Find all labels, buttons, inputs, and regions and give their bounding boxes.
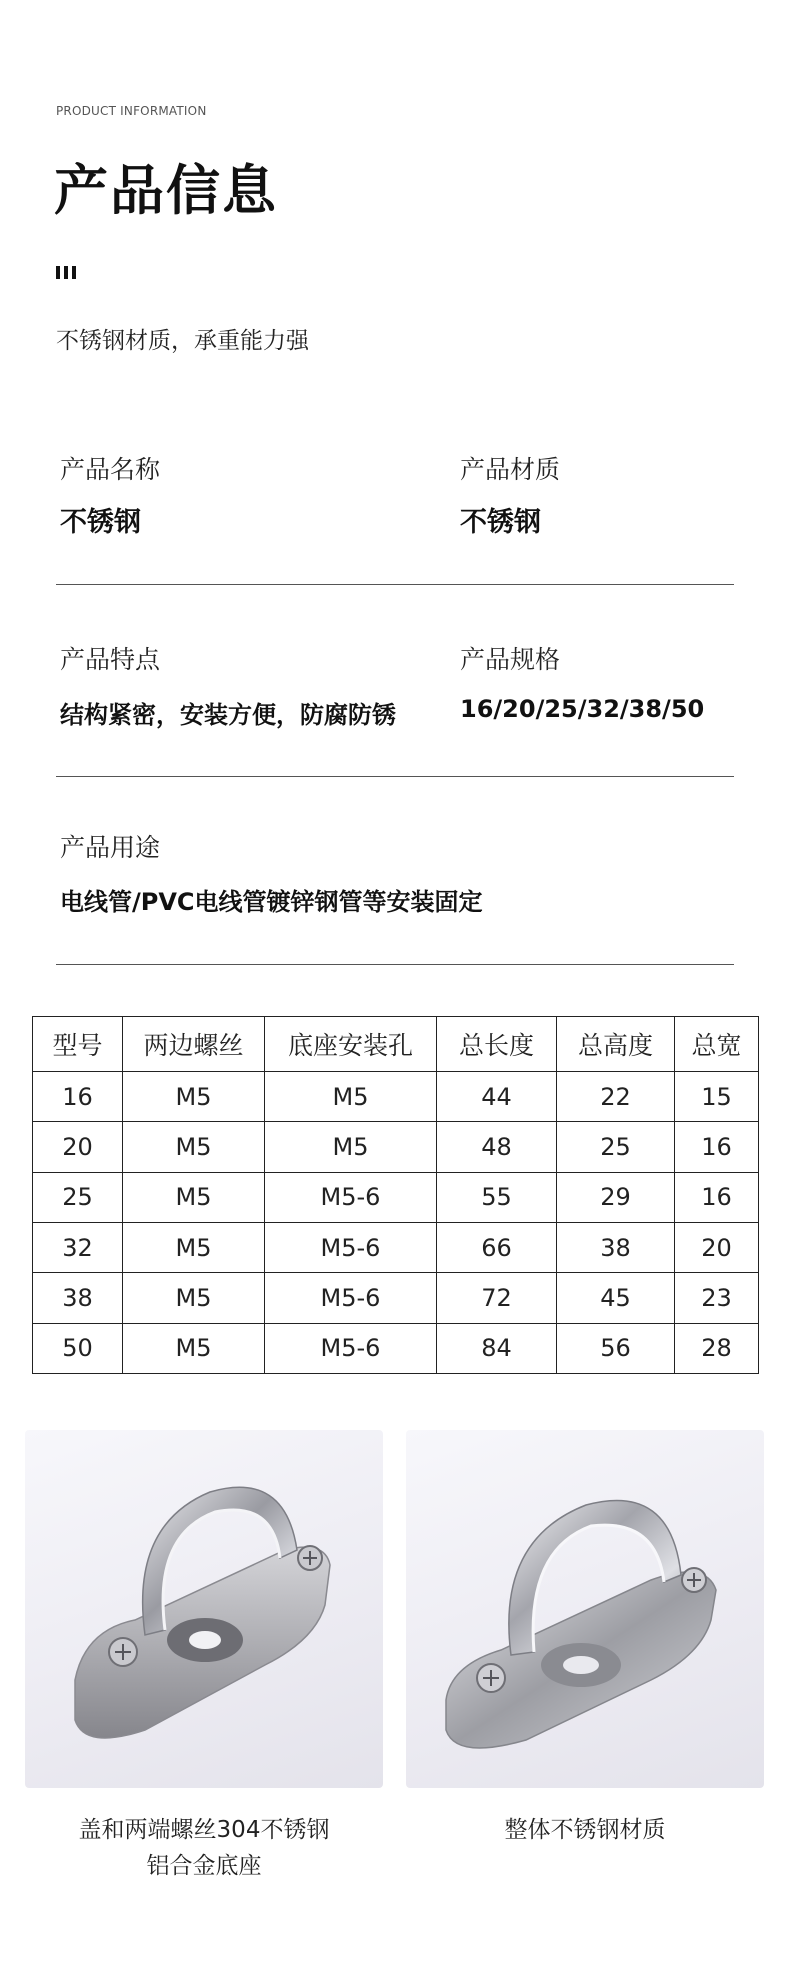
table-cell: M5 (265, 1122, 437, 1172)
photo-caption-right: 整体不锈钢材质 (504, 1817, 666, 1843)
product-usage-value: 电线管/PVC电线管镀锌钢管等安装固定 (60, 888, 483, 916)
table-cell: M5 (123, 1172, 265, 1222)
product-name-label: 产品名称 (60, 455, 161, 484)
table-cell: 38 (557, 1222, 675, 1272)
table-cell: 44 (437, 1072, 557, 1122)
table-cell: 84 (437, 1323, 557, 1373)
table-cell: 45 (557, 1273, 675, 1323)
table-header-cell: 总长度 (437, 1017, 557, 1072)
table-cell: 20 (675, 1222, 759, 1272)
pipe-clamp-icon (406, 1430, 764, 1788)
table-cell: 22 (557, 1072, 675, 1122)
decorative-bars-icon (56, 266, 80, 279)
product-photo-full-steel (406, 1430, 764, 1788)
table-row (33, 1172, 759, 1222)
caption-line: 盖和两端螺丝304不锈钢 (78, 1817, 330, 1843)
table-cell: M5 (123, 1122, 265, 1172)
table-row (33, 1122, 759, 1172)
product-material-label: 产品材质 (460, 455, 561, 484)
product-spec-label: 产品规格 (460, 645, 561, 674)
table-cell: M5 (123, 1323, 265, 1373)
divider (56, 964, 734, 965)
divider (56, 584, 734, 585)
table-cell: 16 (675, 1172, 759, 1222)
product-features-value: 结构紧密，安装方便，防腐防锈 (60, 701, 396, 729)
table-cell: 16 (33, 1072, 123, 1122)
table-header-cell: 型号 (33, 1017, 123, 1072)
table-cell: 25 (33, 1172, 123, 1222)
product-spec-value: 16/20/25/32/38/50 (460, 695, 705, 723)
table-cell: M5 (265, 1072, 437, 1122)
eyebrow-text: PRODUCT INFORMATION (56, 104, 207, 118)
table-header-cell: 底座安装孔 (265, 1017, 437, 1072)
table-cell: 28 (675, 1323, 759, 1373)
divider (56, 776, 734, 777)
product-features-label: 产品特点 (60, 645, 161, 674)
table-cell: 29 (557, 1172, 675, 1222)
table-cell: 32 (33, 1222, 123, 1272)
table-row (33, 1323, 759, 1373)
table-row (33, 1072, 759, 1122)
page-title: 产品信息 (54, 159, 278, 222)
table-cell: 50 (33, 1323, 123, 1373)
table-header-cell: 总高度 (557, 1017, 675, 1072)
table-cell: M5-6 (265, 1273, 437, 1323)
table-cell: M5 (123, 1072, 265, 1122)
product-photo-aluminum-base (25, 1430, 383, 1788)
table-cell: 66 (437, 1222, 557, 1272)
table-row (33, 1273, 759, 1323)
table-cell: 38 (33, 1273, 123, 1323)
spec-table (32, 1016, 759, 1374)
table-row (33, 1222, 759, 1272)
table-cell: 55 (437, 1172, 557, 1222)
table-cell: M5-6 (265, 1323, 437, 1373)
table-cell: 20 (33, 1122, 123, 1172)
table-header-cell: 总宽 (675, 1017, 759, 1072)
table-cell: 16 (675, 1122, 759, 1172)
table-cell: 72 (437, 1273, 557, 1323)
table-cell: 48 (437, 1122, 557, 1172)
table-cell: 23 (675, 1273, 759, 1323)
caption-line: 铝合金底座 (146, 1853, 262, 1879)
table-header-row (33, 1017, 759, 1072)
table-cell: 25 (557, 1122, 675, 1172)
table-cell: M5 (123, 1222, 265, 1272)
table-cell: M5 (123, 1273, 265, 1323)
table-cell: M5-6 (265, 1222, 437, 1272)
table-cell: M5-6 (265, 1172, 437, 1222)
product-name-value: 不锈钢 (60, 507, 141, 538)
table-cell: 56 (557, 1323, 675, 1373)
photo-caption-left (25, 1812, 383, 1884)
pipe-clamp-icon (25, 1430, 383, 1788)
product-usage-label: 产品用途 (60, 833, 161, 862)
product-material-value: 不锈钢 (460, 507, 541, 538)
table-cell: 15 (675, 1072, 759, 1122)
subtitle: 不锈钢材质，承重能力强 (56, 328, 309, 354)
table-header-cell: 两边螺丝 (123, 1017, 265, 1072)
